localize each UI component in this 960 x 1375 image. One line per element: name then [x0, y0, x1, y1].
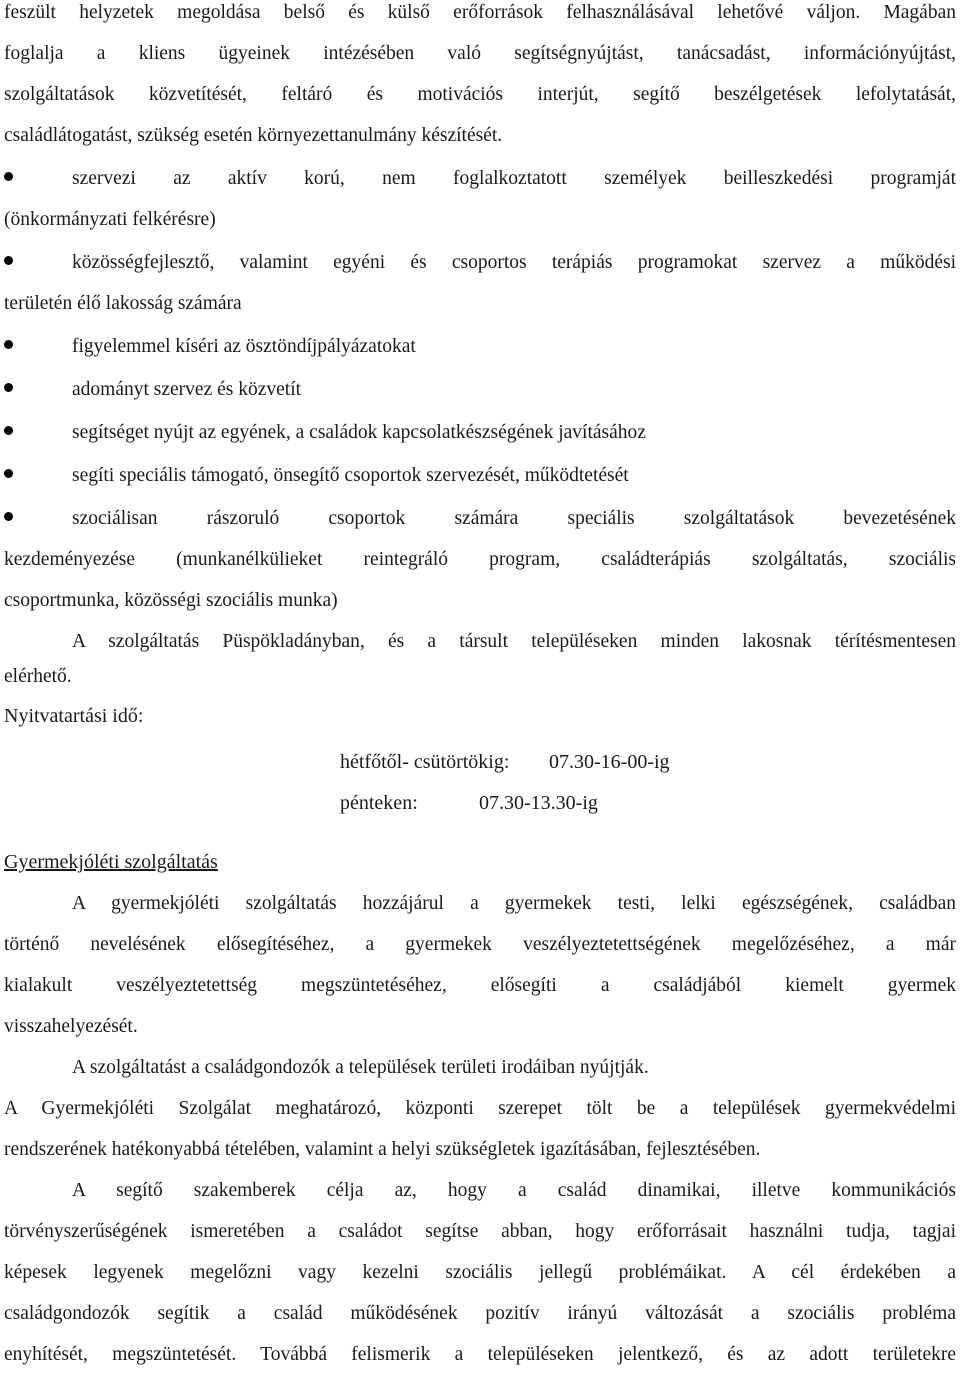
list-item-text: területén élő lakosság számára	[4, 293, 242, 314]
section-heading: Gyermekjóléti szolgáltatás	[4, 851, 218, 873]
bullet-icon	[4, 512, 13, 521]
paragraph-line: családgondozók segítik a család működésének pozitív irányú változását a szociális probléma	[4, 1303, 956, 1324]
intro-paragraph	[4, 0, 956, 156]
list-item	[4, 156, 956, 240]
list-item	[4, 240, 956, 324]
opening-hours-day: pénteken:	[340, 792, 418, 814]
paragraph-line: képesek legyenek megelőzni vagy kezelni szociális jellegű problémáikat. A cél érdekében a	[4, 1262, 956, 1283]
opening-hours-row	[4, 742, 956, 783]
list-item-text: szociálisan rászoruló csoportok számára speciális szolgáltatások bevezetésének	[72, 508, 956, 529]
list-item	[4, 496, 956, 621]
opening-hours-day: hétfőtől- csütörtökig:	[340, 751, 510, 773]
bullet-icon	[4, 172, 13, 181]
list-item-text: közösségfejlesztő, valamint egyéni és csoportos terápiás programokat szervez a működési	[72, 252, 956, 273]
list-item-text: adományt szervez és közvetít	[72, 379, 302, 400]
intro-line: családlátogatást, szükség esetén környezettanulmány készítését.	[4, 125, 503, 146]
service-note	[4, 621, 956, 692]
service-note-line: elérhető.	[4, 666, 72, 687]
paragraph-line: visszahelyezését.	[4, 1016, 138, 1037]
list-item-text: figyelemmel kíséri az ösztöndíjpályázatokat	[72, 336, 416, 357]
list-item	[4, 453, 956, 496]
document-page	[4, 0, 956, 1375]
paragraph-line: törvényszerűségének ismeretében a családot segítse abban, hogy erőforrásait használni tudja, tagjai	[4, 1221, 956, 1242]
section-paragraph: A szolgáltatást a családgondozók a települések területi irodáiban nyújtják.	[72, 1057, 649, 1078]
list-item-text: kezdeményezése (munkanélkülieket reintegráló program, családterápiás szolgáltatás, szociális	[4, 549, 956, 570]
bullet-icon	[4, 256, 13, 265]
list-item	[4, 324, 956, 367]
list-item-text: szervezi az aktív korú, nem foglalkoztatott személyek beilleszkedési programját	[72, 168, 956, 189]
intro-line: foglalja a kliens ügyeinek intézésében való segítségnyújtást, tanácsadást, információnyújtást,	[4, 43, 956, 64]
paragraph-line: kialakult veszélyeztetettség megszüntetéséhez, elősegíti a családjából kiemelt gyermek	[4, 975, 956, 996]
service-note-line: A szolgáltatás Püspökladányban, és a társult településeken minden lakosnak térítésmentesen	[72, 631, 956, 652]
bullet-list	[4, 156, 956, 621]
bullet-icon	[4, 469, 13, 478]
intro-line: feszült helyzetek megoldása belső és külső erőforrások felhasználásával lehetővé váljon. Magában	[4, 2, 956, 23]
list-item-text: (önkormányzati felkérésre)	[4, 209, 216, 230]
opening-hours-label: Nyitvatartási idő:	[4, 705, 144, 727]
bullet-icon	[4, 426, 13, 435]
section-paragraph	[4, 883, 956, 1047]
intro-line: szolgáltatások közvetítését, feltáró és motivációs interjút, segítő beszélgetések lefolytatását,	[4, 84, 956, 105]
bullet-icon	[4, 383, 13, 392]
paragraph-line: történő nevelésének elősegítéséhez, a gyermekek veszélyeztetettségének megelőzéséhez, a már	[4, 934, 956, 955]
paragraph-line: A segítő szakemberek célja az, hogy a család dinamikai, illetve kommunikációs	[72, 1180, 956, 1201]
paragraph-line: rendszerének hatékonyabbá tételében, valamint a helyi szükségletek igazításában, fejlesztésében.	[4, 1139, 761, 1160]
opening-hours	[4, 692, 956, 824]
bullet-icon	[4, 340, 13, 349]
list-item-text: segíti speciális támogató, önsegítő csoportok szervezését, működtetését	[72, 465, 629, 486]
paragraph-line: A Gyermekjóléti Szolgálat meghatározó, központi szerepet tölt be a települések gyermekvédelmi	[4, 1098, 956, 1119]
opening-hours-time: 07.30-16-00-ig	[549, 751, 670, 773]
section-paragraph	[4, 1170, 956, 1375]
section-child-welfare	[4, 824, 956, 1375]
list-item-text: segítséget nyújt az egyének, a családok kapcsolatkészségének javításához	[72, 422, 646, 443]
section-paragraph	[4, 1088, 956, 1170]
list-item-text: csoportmunka, közösségi szociális munka)	[4, 590, 338, 611]
list-item	[4, 367, 956, 410]
opening-hours-row	[4, 783, 956, 824]
paragraph-line: enyhítését, megszüntetését. Továbbá felismerik a településeken jelentkező, és az adott területekre	[4, 1344, 956, 1365]
paragraph-line: A gyermekjóléti szolgáltatás hozzájárul a gyermekek testi, lelki egészségének, családban	[72, 893, 956, 914]
list-item	[4, 410, 956, 453]
opening-hours-time: 07.30-13.30-ig	[479, 792, 598, 814]
